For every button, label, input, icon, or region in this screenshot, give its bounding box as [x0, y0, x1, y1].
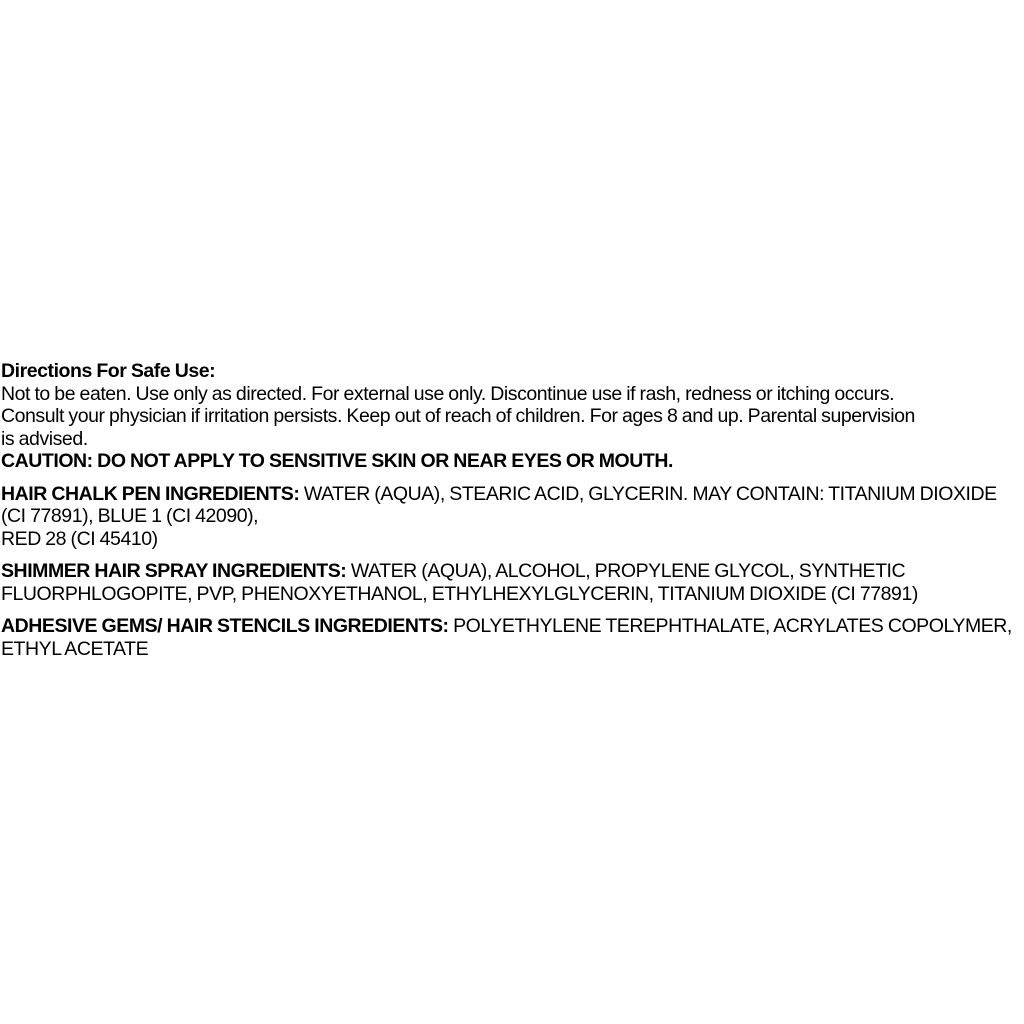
label-text-block: [1, 360, 1024, 660]
hair-chalk-pen-ingredients: [1, 483, 1024, 551]
shimmer-spray-line-2: FLUORPHLOGOPITE, PVP, PHENOXYETHANOL, ETHYLHEXYLGLYCERIN, TITANIUM DIOXIDE (CI 77891): [1, 582, 918, 605]
hair-chalk-pen-line-1: [1, 483, 1024, 506]
directions-heading: Directions For Safe Use:: [1, 360, 216, 382]
adhesive-gems-stencils-ingredients: [1, 615, 1024, 660]
hair-chalk-pen-line-3: RED 28 (CI 45410): [1, 527, 158, 550]
directions-line-3: is advised.: [1, 427, 88, 450]
hair-chalk-pen-text-1: WATER (AQUA), STEARIC ACID, GLYCERIN. MAY CONTAIN: TITANIUM DIOXIDE: [299, 482, 997, 505]
adhesive-gems-line-2: ETHYL ACETATE: [1, 637, 149, 660]
directions-section: [1, 360, 1024, 473]
shimmer-spray-line-1: [1, 560, 1024, 583]
adhesive-gems-heading: ADHESIVE GEMS/ HAIR STENCILS INGREDIENTS:: [1, 615, 449, 637]
hair-chalk-pen-line-2: (CI 77891), BLUE 1 (CI 42090),: [1, 505, 259, 527]
adhesive-gems-text-1: POLYETHYLENE TEREPHTHALATE, ACRYLATES COPOLYMER,: [448, 615, 1012, 637]
directions-line-2: Consult your physician if irritation persists. Keep out of reach of children. For ages 8 and up. Parental supervision: [1, 405, 915, 427]
adhesive-gems-line-1: [1, 615, 1024, 638]
caution-warning: CAUTION: DO NOT APPLY TO SENSITIVE SKIN OR NEAR EYES OR MOUTH.: [1, 450, 673, 472]
hair-chalk-pen-heading: HAIR CHALK PEN INGREDIENTS:: [1, 482, 300, 505]
shimmer-spray-heading: SHIMMER HAIR SPRAY INGREDIENTS:: [1, 560, 347, 582]
shimmer-hair-spray-ingredients: [1, 560, 1024, 605]
shimmer-spray-text-1: WATER (AQUA), ALCOHOL, PROPYLENE GLYCOL, SYNTHETIC: [346, 560, 906, 582]
directions-line-1: Not to be eaten. Use only as directed. For external use only. Discontinue use if rash, redness or itching occurs.: [1, 382, 895, 405]
